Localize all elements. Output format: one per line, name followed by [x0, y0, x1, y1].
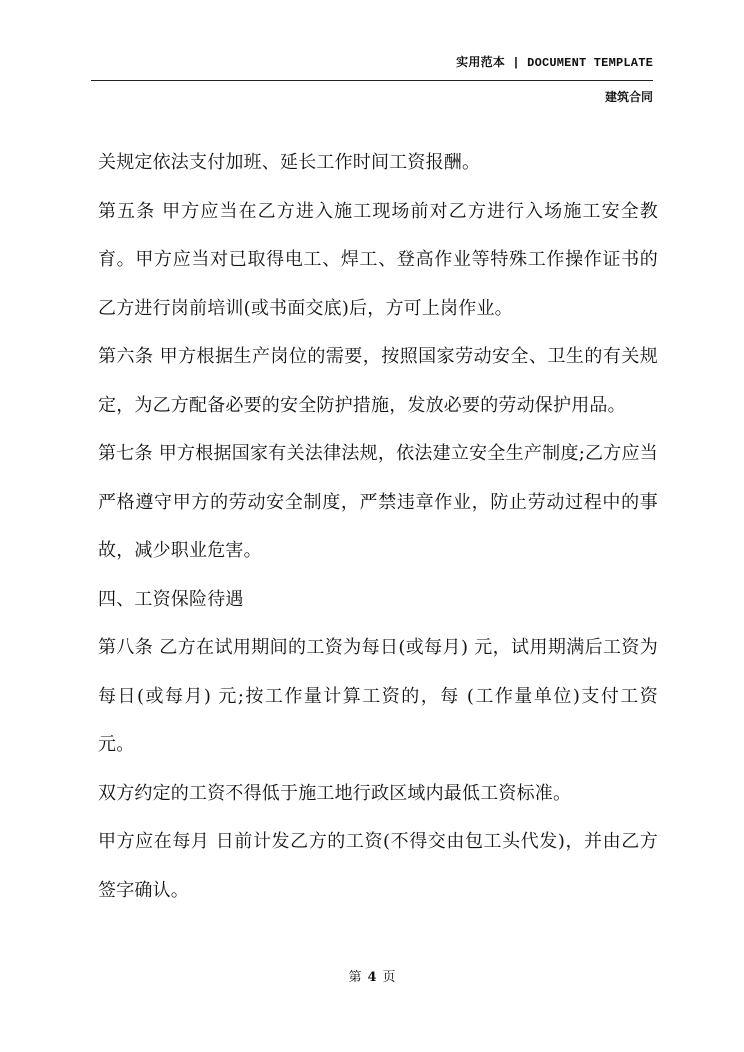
paragraph: 第五条 甲方应当在乙方进入施工现场前对乙方进行入场施工安全教育。甲方应当对已取得电工、焊工、登高作业等特殊工作操作证书的乙方进行岗前培训(或书面交底)后，方可上岗作业。: [98, 200, 658, 319]
header-brand: 实用范本 | DOCUMENT TEMPLATE: [456, 56, 653, 70]
paragraph: 甲方应在每月 日前计发乙方的工资(不得交由包工头代发)，并由乙方签字确认。: [98, 831, 658, 901]
page-number-value: 4: [367, 970, 377, 985]
paragraph: 第八条 乙方在试用期间的工资为每日(或每月) 元，试用期满后工资为每日(或每月) 元;按工作量计算工资的，每 (工作量单位)支付工资 元。: [98, 637, 658, 755]
paragraph: 双方约定的工资不得低于施工地行政区域内最低工资标准。: [98, 782, 572, 804]
page-number-suffix: 页: [382, 970, 396, 985]
document-body: [98, 139, 658, 915]
header-category: 建筑合同: [604, 90, 653, 104]
header-divider: [91, 80, 653, 81]
page-number-prefix: 第: [348, 970, 362, 985]
paragraph: 第六条 甲方根据生产岗位的需要，按照国家劳动安全、卫生的有关规定，为乙方配备必要的安全防护措施，发放必要的劳动保护用品。: [98, 346, 658, 416]
paragraph: 关规定依法支付加班、延长工作时间工资报酬。: [98, 152, 481, 173]
section-heading: 四、工资保险待遇: [98, 588, 244, 610]
page-number: [0, 966, 744, 985]
paragraph: 第七条 甲方根据国家有关法律法规，依法建立安全生产制度;乙方应当严格遵守甲方的劳动安全制度，严禁违章作业，防止劳动过程中的事故，减少职业危害。: [98, 443, 658, 561]
